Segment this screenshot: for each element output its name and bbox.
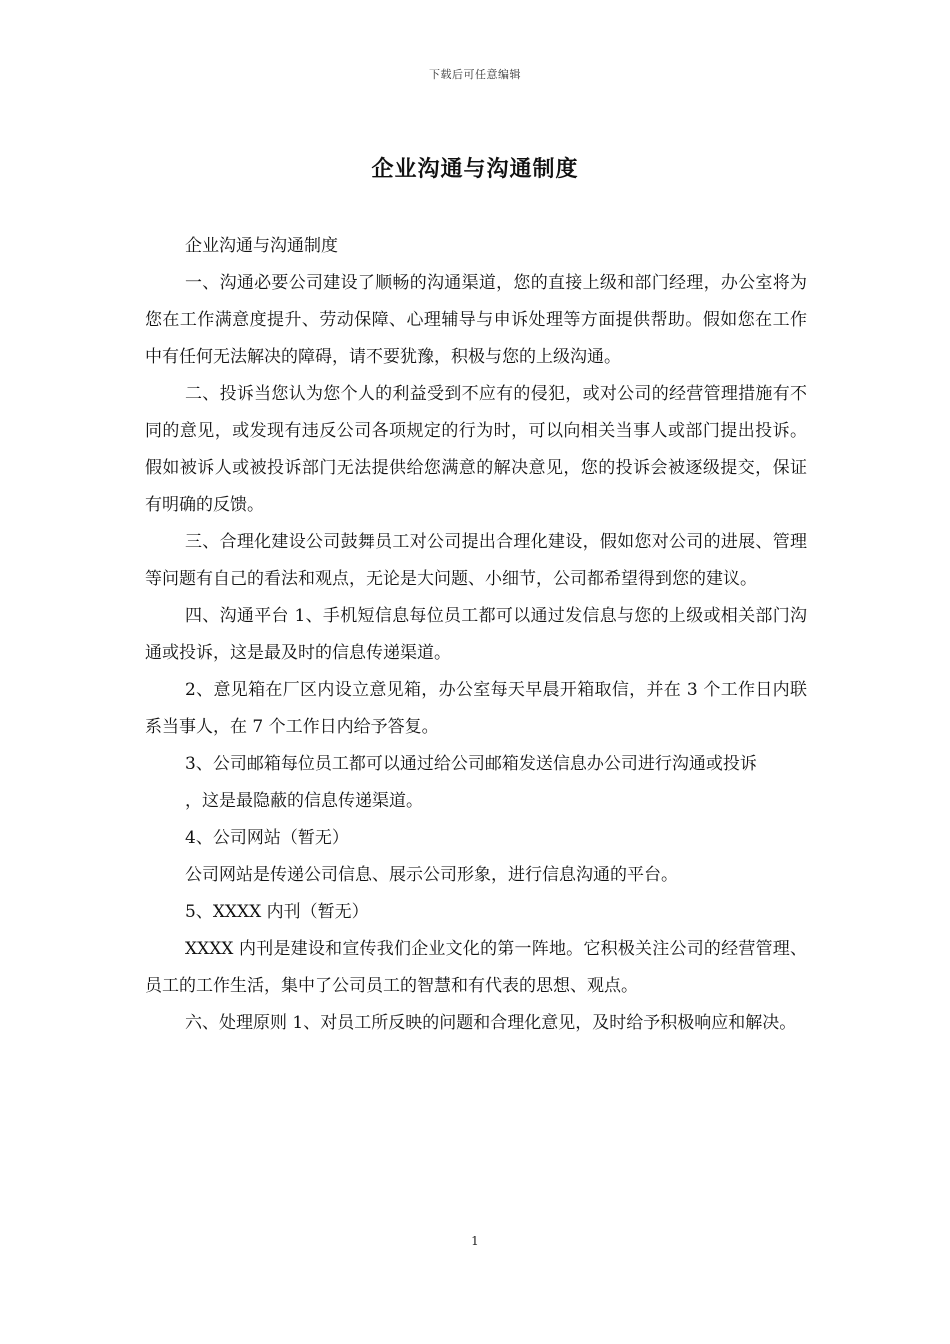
paragraph: 公司网站是传递公司信息、展示公司形象，进行信息沟通的平台。 [185,865,678,885]
paragraph: 二、投诉当您认为您个人的利益受到不应有的侵犯，或对公司的经营管理措施有不同的意见，或发现有违反公司各项规定的行为时，可以向相关当事人或部门提出投诉。假如被诉人或被投诉部门无法提供给您满意的解决意见，您的投诉会被逐级提交，保证有明确的反馈。 [145,384,807,515]
paragraph: 4、公司网站（暂无） [185,828,349,848]
paragraph: 2、意见箱在厂区内设立意见箱，办公室每天早晨开箱取信，并在 3 个工作日内联系当事人，在 7 个工作日内给予答复。 [145,680,807,737]
header-note: 下载后可任意编辑 [429,68,521,81]
paragraph: 5、XXXX 内刊（暂无） [185,902,369,922]
paragraph: 四、沟通平台 1、手机短信息每位员工都可以通过发信息与您的上级或相关部门沟通或投诉，这是最及时的信息传递渠道。 [145,606,807,663]
paragraph: 企业沟通与沟通制度 [185,236,338,256]
paragraph: 一、沟通必要公司建设了顺畅的沟通渠道，您的直接上级和部门经理，办公室将为您在工作满意度提升、劳动保障、心理辅导与申诉处理等方面提供帮助。假如您在工作中有任何无法解决的障碍，请不要犹豫，积极与您的上级沟通。 [145,273,807,367]
paragraph: 六、处理原则 1、对员工所反映的问题和合理化意见，及时给予积极响应和解决。 [185,1013,797,1033]
page-number: 1 [471,1234,479,1248]
document-body [145,228,807,1042]
paragraph: ，这是最隐蔽的信息传递渠道。 [185,791,423,811]
paragraph: XXXX 内刊是建设和宣传我们企业文化的第一阵地。它积极关注公司的经营管理、员工的工作生活，集中了公司员工的智慧和有代表的思想、观点。 [145,939,807,996]
document-title: 企业沟通与沟通制度 [371,156,579,182]
paragraph: 三、合理化建设公司鼓舞员工对公司提出合理化建设，假如您对公司的进展、管理等问题有自己的看法和观点，无论是大问题、小细节，公司都希望得到您的建议。 [145,532,807,589]
paragraph: 3、公司邮箱每位员工都可以通过给公司邮箱发送信息办公司进行沟通或投诉 [185,754,757,774]
